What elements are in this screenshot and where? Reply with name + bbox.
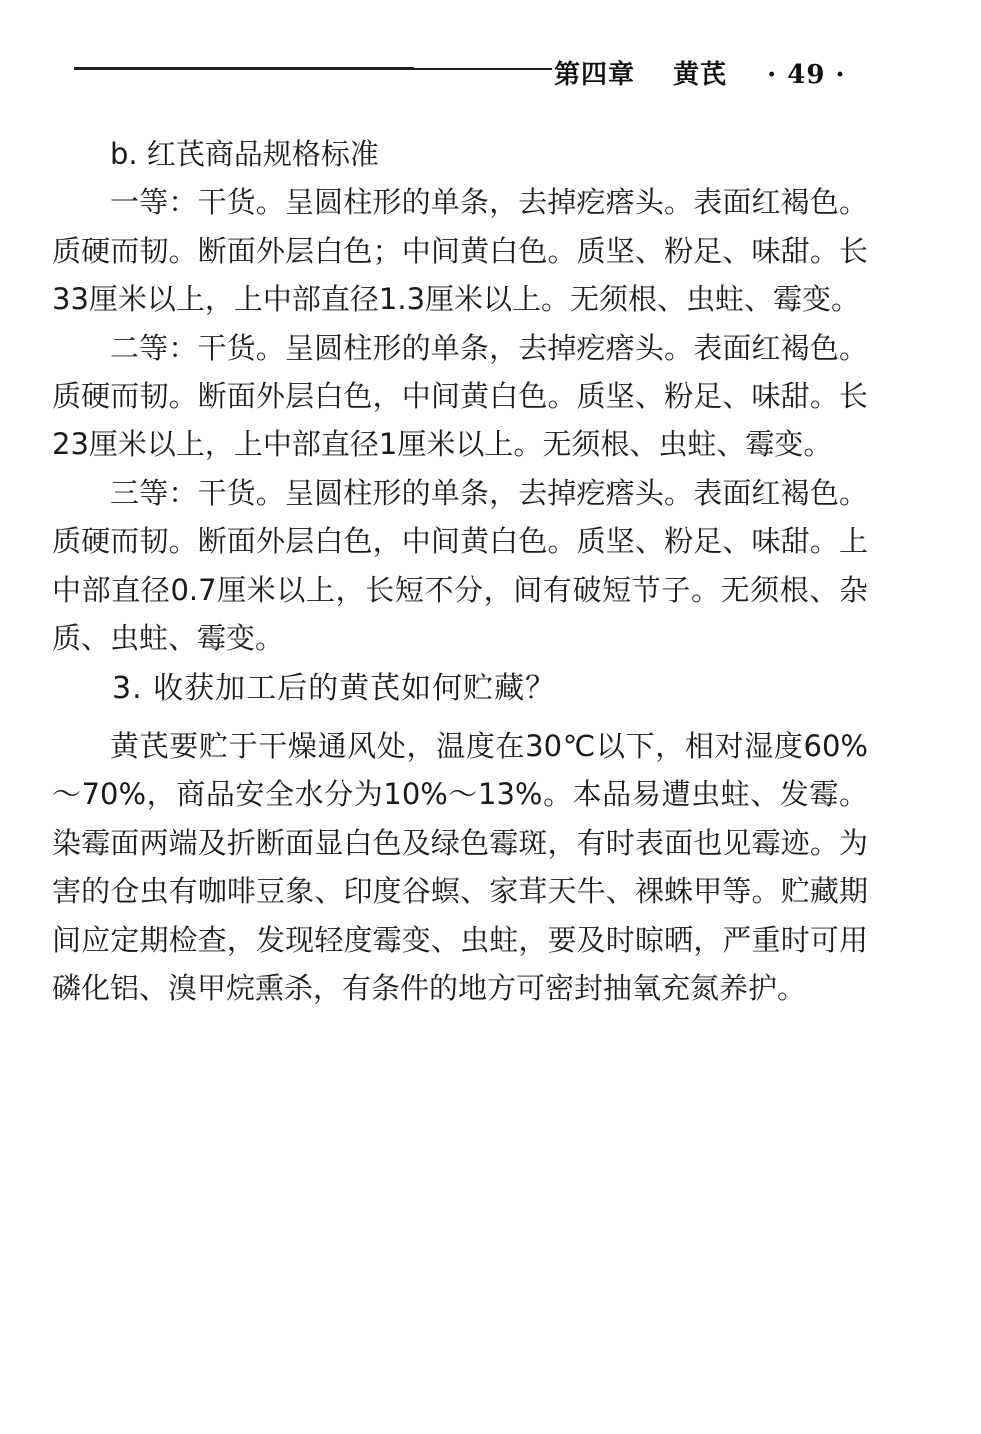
page-number: · 49 · (767, 60, 846, 90)
section-subheading: b. 红芪商品规格标准 (110, 137, 379, 171)
chapter-label: 第四章 (554, 60, 636, 90)
question-heading: 3. 收获加工后的黄芪如何贮藏？ (112, 671, 557, 707)
header-rule-thick (74, 67, 414, 70)
grade-2-paragraph: 二等：干货。呈圆柱形的单条，去掉疙瘩头。表面红褐色。质硬而韧。断面外层白色，中间黄白色。质坚、粉足、味甜。长23厘米以上，上中部直径1厘米以上。无须根、虫蛀、霉变。 (52, 330, 868, 462)
storage-answer-paragraph: 黄芪要贮于干燥通风处，温度在30℃以下，相对湿度60%～70%，商品安全水分为10%～13%。本品易遭虫蛀、发霉。染霉面两端及折断面显白色及绿色霉斑，有时表面也见霉迹。为害的仓虫有咖啡豆象、印度谷螟、家茸天牛、裸蛛甲等。贮藏期间应定期检查，发现轻度霉变、虫蛀，要及时晾晒，严重时可用磷化铝、溴甲烷熏杀，有条件的地方可密封抽氧充氮养护。 (52, 728, 868, 1005)
running-header (74, 48, 844, 92)
grade-1-paragraph: 一等：干货。呈圆柱形的单条，去掉疙瘩头。表面红褐色。质硬而韧。断面外层白色；中间黄白色。质坚、粉足、味甜。长33厘米以上，上中部直径1.3厘米以上。无须根、虫蛀、霉变。 (52, 185, 868, 317)
running-head-text (554, 54, 846, 91)
chapter-title: 黄芪 (673, 60, 728, 90)
grade-3-paragraph: 三等：干货。呈圆柱形的单条，去掉疙瘩头。表面红褐色。质硬而韧。断面外层白色，中间黄白色。质坚、粉足、味甜。上中部直径0.7厘米以上，长短不分，间有破短节子。无须根、杂质、虫蛀、霉变。 (52, 475, 868, 656)
page-body (52, 130, 868, 1012)
